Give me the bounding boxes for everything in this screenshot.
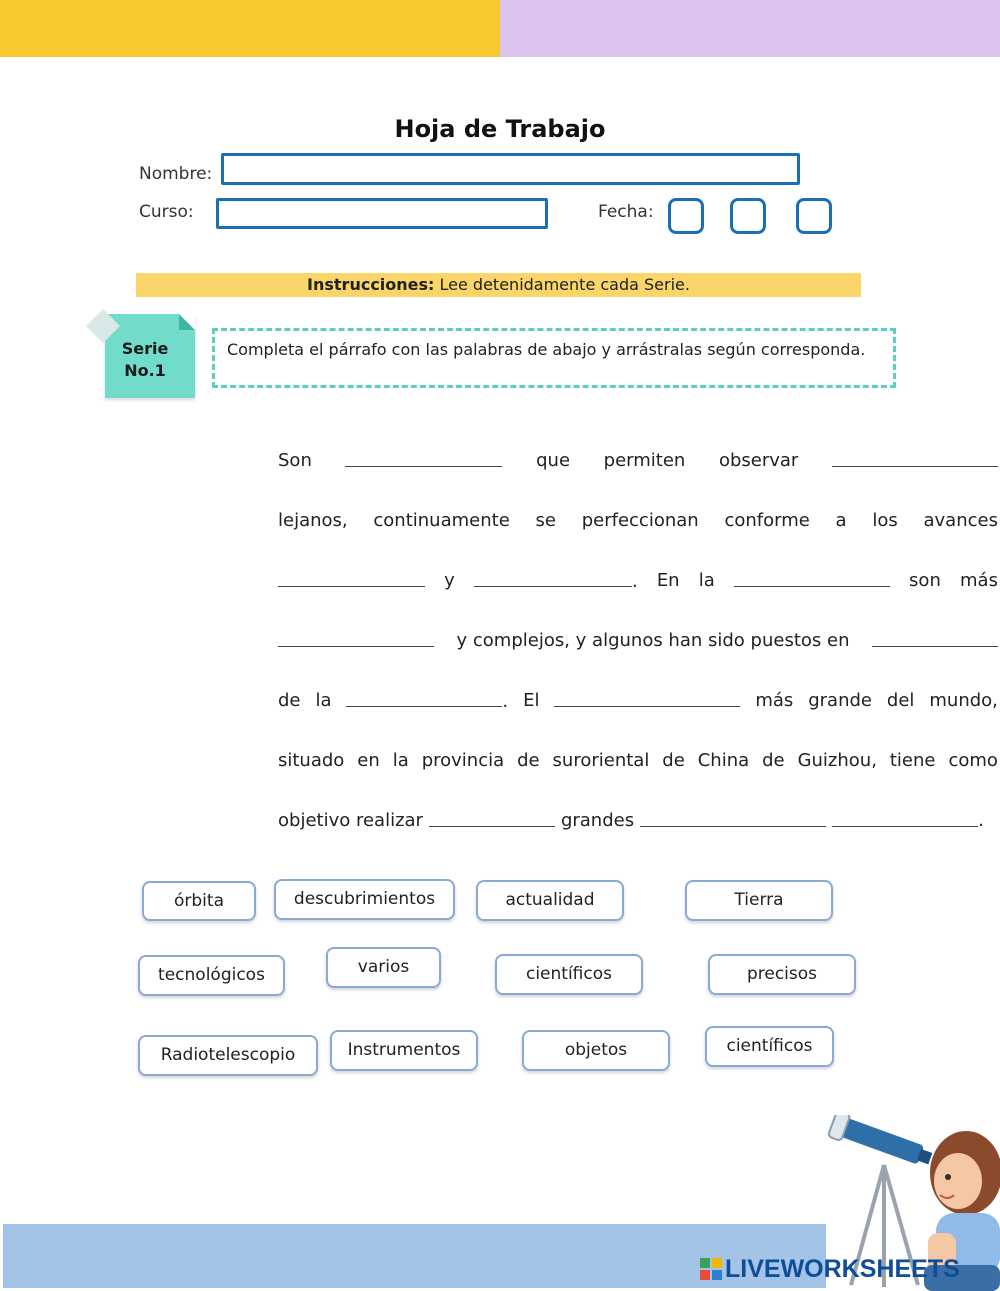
serie-label-line1: Serie [121,339,169,358]
task-instruction-box: Completa el párrafo con las palabras de abajo y arrástralas según corresponda. [212,328,896,388]
date-year-input[interactable] [796,198,832,234]
folded-corner [179,314,195,330]
word: que [536,450,571,471]
drop-blank-7[interactable] [872,630,998,647]
word: En [656,570,680,591]
drop-blank-8[interactable] [346,690,502,707]
word: grande [808,690,872,711]
drop-blank-4[interactable] [474,570,632,587]
word: perfeccionan [581,510,699,531]
word: conforme [724,510,810,531]
page-title: Hoja de Trabajo [394,115,606,143]
word-chip-descubrimientos[interactable]: descubrimientos [274,879,455,920]
instructions-banner [136,273,861,297]
liveworksheets-icon [700,1258,722,1280]
word: Son [278,450,312,471]
header-band-lavender [500,0,1000,57]
word: en [357,750,380,771]
word-chip-cientificos-1[interactable]: científicos [495,954,643,995]
paragraph-line-5 [278,690,998,712]
word: El [523,690,540,711]
paragraph-line-2 [278,510,998,531]
word: situado [278,750,345,771]
word: provincia [421,750,505,771]
name-label: Nombre: [139,164,213,184]
word: avances [923,510,998,531]
word: objetivo realizar [278,810,423,831]
word: de [762,750,785,771]
word: la [392,750,409,771]
word: continuamente [373,510,510,531]
word: la [315,690,332,711]
word: tiene [889,750,936,771]
word: los [872,510,898,531]
brand-text: LIVEWORKSHEETS [725,1255,960,1283]
word-chip-radiotelescopio[interactable]: Radiotelescopio [138,1035,318,1076]
paragraph-line-4 [278,630,998,651]
word: . [978,810,984,831]
instructions-heading: Instrucciones: [307,275,435,294]
drop-blank-5[interactable] [734,570,890,587]
word: la [698,570,715,591]
word: Guizhou, [797,750,877,771]
date-label: Fecha: [598,202,654,222]
header-band-yellow [0,0,500,57]
word-chip-actualidad[interactable]: actualidad [476,880,624,921]
word: a [835,510,847,531]
date-day-input[interactable] [668,198,704,234]
word-chip-cientificos-2[interactable]: científicos [705,1026,834,1067]
word: lejanos, [278,510,348,531]
serie-tab [105,314,195,398]
drop-blank-1[interactable] [345,450,502,467]
word: se [535,510,556,531]
word: y complejos, y algunos han sido puestos en [456,630,850,651]
word: de [662,750,685,771]
word: son [909,570,941,591]
instructions-text: Lee detenidamente cada Serie. [434,275,690,294]
word: del [886,690,915,711]
word: grandes [560,810,635,831]
word-chip-objetos[interactable]: objetos [522,1030,670,1071]
drop-blank-2[interactable] [832,450,998,467]
word: observar [718,450,799,471]
word-chip-instrumentos[interactable]: Instrumentos [330,1030,478,1071]
course-input[interactable] [216,198,548,229]
word: suroriental [552,750,650,771]
drop-blank-9[interactable] [554,690,740,707]
word-chip-tecnologicos[interactable]: tecnológicos [138,955,285,996]
drop-blank-10[interactable] [429,810,555,827]
date-month-input[interactable] [730,198,766,234]
face [934,1153,982,1209]
word: . [631,571,638,592]
word: China [697,750,750,771]
drop-blank-6[interactable] [278,630,434,647]
word-chip-tierra[interactable]: Tierra [685,880,833,921]
course-label: Curso: [139,202,194,222]
word-chip-varios[interactable]: varios [326,947,441,988]
serie-label-line2: No.1 [124,361,166,380]
drop-blank-3[interactable] [278,570,425,587]
paragraph-line-1 [278,450,998,471]
paragraph-line-6 [278,750,998,771]
word-chip-orbita[interactable]: órbita [142,881,256,921]
word: como [948,750,998,771]
word: . [502,691,509,712]
word: y [444,570,455,591]
drop-blank-12[interactable] [832,810,978,827]
word: de [517,750,540,771]
name-input[interactable] [221,153,800,185]
word: más [960,570,998,591]
word: permiten [603,450,686,471]
paragraph-line-7 [278,810,998,831]
word: más [755,690,794,711]
serie-label [105,338,185,382]
word: de [278,690,301,711]
drop-blank-11[interactable] [640,810,826,827]
paragraph-line-3 [278,570,998,592]
word: mundo, [929,690,998,711]
liveworksheets-logo [700,1255,960,1284]
telescope-icon [828,1115,935,1172]
word-chip-precisos[interactable]: precisos [708,954,856,995]
